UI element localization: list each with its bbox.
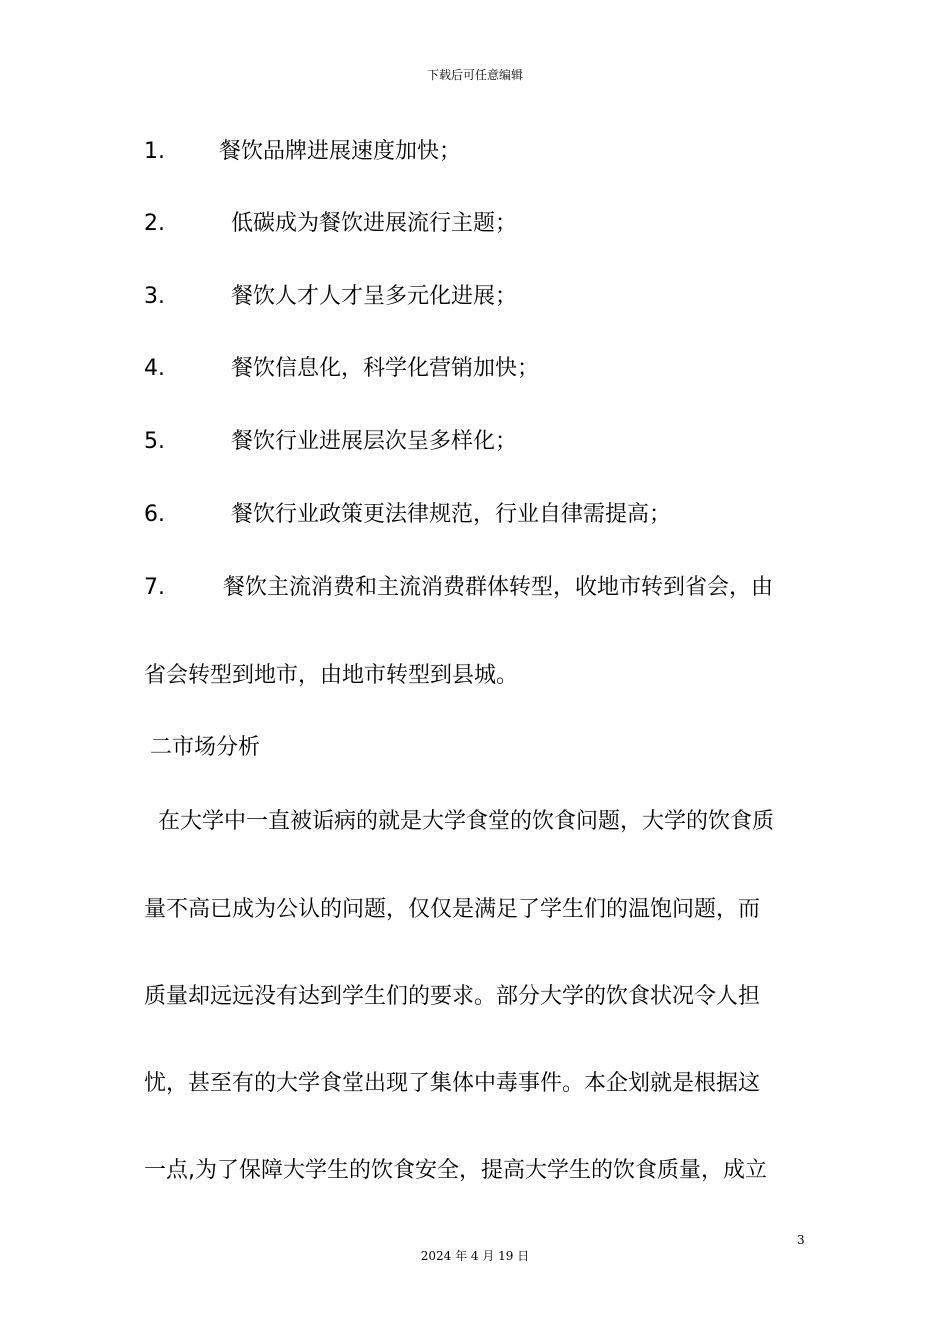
list-item-number: 3.: [144, 284, 165, 309]
list-item-text: 餐饮行业政策更法律规范，行业自律需提高；: [231, 502, 672, 527]
list-item-number: 4.: [144, 356, 165, 381]
page-footer-date: 2024 年 4 月 19 日: [420, 1249, 530, 1263]
paragraph-line: 量不高已成为公认的问题，仅仅是满足了学生们的温饱问题，而: [144, 897, 761, 922]
page-header: 下载后可任意编辑: [426, 68, 523, 82]
paragraph-line: 在大学中一直被诟病的就是大学食堂的饮食问题，大学的饮食质: [158, 809, 775, 834]
list-item-continuation: 省会转型到地市，由地市转型到县城。: [144, 663, 519, 688]
list-item-text: 餐饮主流消费和主流消费群体转型，收地市转到省会，由: [223, 575, 774, 600]
list-item-number: 2.: [144, 211, 165, 236]
list-item-text: 低碳成为餐饮进展流行主题；: [231, 211, 518, 236]
section-heading: 二市场分析: [150, 735, 261, 760]
paragraph-line: 一点,为了保障大学生的饮食安全，提高大学生的饮食质量，成立: [144, 1158, 767, 1183]
page-number: 3: [797, 1233, 805, 1247]
list-item-number: 6.: [144, 502, 165, 527]
list-item-text: 餐饮人才人才呈多元化进展；: [231, 284, 518, 309]
paragraph-line: 忧，甚至有的大学食堂出现了集体中毒事件。本企划就是根据这: [144, 1071, 761, 1096]
list-item-text: 餐饮行业进展层次呈多样化；: [231, 429, 518, 454]
list-item-number: 7.: [144, 575, 165, 600]
list-item-number: 5.: [144, 429, 165, 454]
paragraph-line: 质量却远远没有达到学生们的要求。部分大学的饮食状况令人担: [144, 984, 761, 1009]
list-item-text: 餐饮品牌进展速度加快；: [219, 139, 462, 164]
list-item-text: 餐饮信息化，科学化营销加快；: [231, 356, 540, 381]
list-item-number: 1.: [144, 139, 165, 164]
